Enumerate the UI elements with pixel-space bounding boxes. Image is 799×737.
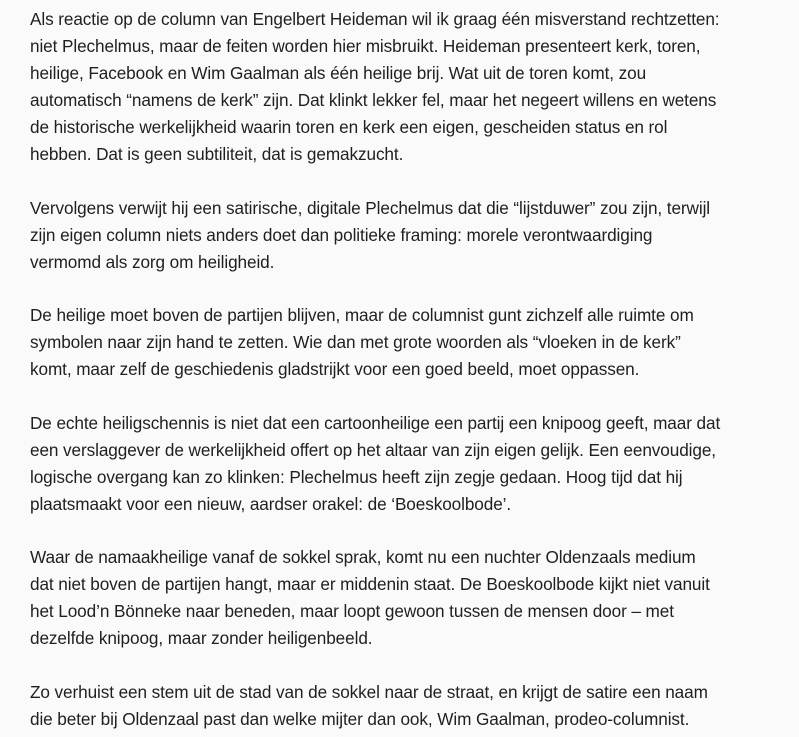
text-line: automatisch “namens de kerk” zijn. Dat klinkt lekker fel, maar het negeert willens en wetens bbox=[30, 90, 717, 110]
paragraph-2 bbox=[30, 195, 760, 276]
text-line: De heilige moet boven de partijen blijven, maar de columnist gunt zichzelf alle ruimte om bbox=[30, 305, 694, 325]
text-line: Waar de namaakheilige vanaf de sokkel sprak, komt nu een nuchter Oldenzaals medium bbox=[30, 547, 696, 567]
text-line: De echte heiligschennis is niet dat een cartoonheilige een partij een knipoog geeft, maar dat bbox=[30, 412, 721, 433]
text-line: hebben. Dat is geen subtiliteit, dat is gemakzucht. bbox=[30, 144, 404, 164]
text-line: een verslaggever de werkelijkheid offert op het altaar van zijn eigen gelijk. Een eenvoudige, bbox=[30, 439, 716, 460]
text-line: heilige, Facebook en Wim Gaalman als één heilige brij. Wat uit de toren komt, zou bbox=[30, 63, 647, 83]
text-line: het Lood’n Bönneke naar beneden, maar loopt gewoon tussen de mensen door – met bbox=[30, 601, 674, 621]
text-line: logische overgang kan zo klinken: Plechelmus heeft zijn zegje gedaan. Hoog tijd dat hij bbox=[30, 466, 683, 487]
paragraph-1 bbox=[30, 6, 760, 168]
text-line: plaatsmaakt voor een nieuw, aardser orakel: de ‘Boeskoolbode’. bbox=[30, 493, 512, 514]
paragraph-3 bbox=[30, 302, 760, 383]
text-line: symbolen naar zijn hand te zetten. Wie dan met grote woorden als “vloeken in de kerk” bbox=[30, 332, 681, 352]
text-line: zijn eigen column niets anders doet dan politieke framing: morele verontwaardiging bbox=[30, 224, 653, 245]
text-line: de historische werkelijkheid waarin toren en kerk een eigen, gescheiden status en rol bbox=[30, 117, 668, 137]
text-line: Als reactie op de column van Engelbert Heideman wil ik graag één misverstand rechtzetten: bbox=[30, 9, 720, 29]
text-line: dat niet boven de partijen hangt, maar er middenin staat. De Boeskoolbode kijkt niet vanuit bbox=[30, 574, 710, 594]
text-line: Zo verhuist een stem uit de stad van de sokkel naar de straat, en krijgt de satire een naam bbox=[30, 681, 708, 702]
text-line: die beter bij Oldenzaal past dan welke mijter dan ook, Wim Gaalman, prodeo-columnist. bbox=[30, 708, 690, 729]
text-line: Vervolgens verwijt hij een satirische, digitale Plechelmus dat die “lijstduwer” zou zijn, terwijl bbox=[30, 197, 711, 218]
text-line: komt, maar zelf de geschiedenis gladstrijkt voor een goed beeld, moet oppassen. bbox=[30, 359, 640, 379]
text-line: vermomd als zorg om heiligheid. bbox=[30, 251, 275, 272]
paragraph-5 bbox=[30, 544, 760, 652]
article-body bbox=[0, 6, 760, 733]
paragraph-4 bbox=[30, 410, 760, 518]
text-line: niet Plechelmus, maar de feiten worden hier misbruikt. Heideman presenteert kerk, toren, bbox=[30, 36, 701, 56]
text-line: dezelfde knipoog, maar zonder heiligenbeeld. bbox=[30, 628, 373, 648]
paragraph-6 bbox=[30, 679, 760, 733]
